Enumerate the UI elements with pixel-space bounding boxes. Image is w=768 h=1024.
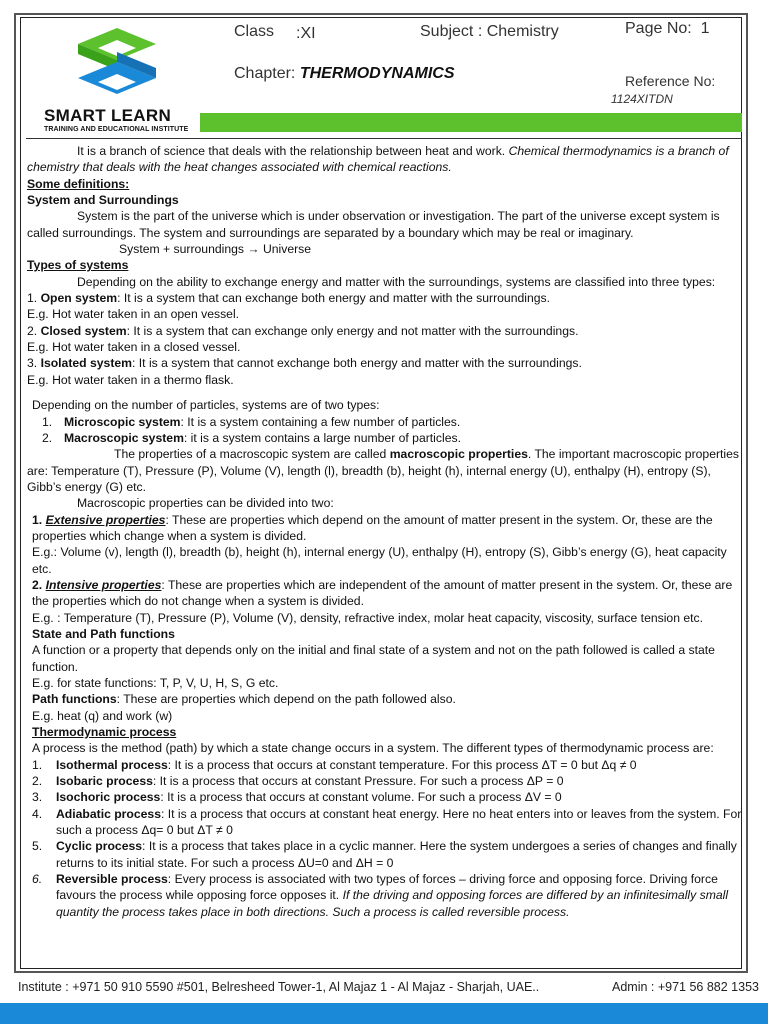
- process-term: Adiabatic process: [56, 806, 161, 821]
- process-number: 3.: [32, 790, 43, 805]
- system-equation: System + surroundings → Universe: [119, 242, 312, 257]
- class-label: Class: [234, 23, 275, 40]
- subject-field: [420, 23, 559, 41]
- extensive-item: 1. Extensive properties: These are properties which depend on the amount of matter present in the system. Or, these are the properties which change when a system is divided.: [32, 512, 713, 543]
- process-number: 4.: [32, 806, 43, 821]
- process-item: [32, 773, 743, 789]
- path-function-item: Path functions: These are properties which depend on the path followed also.: [32, 692, 456, 707]
- process-number: 1.: [32, 757, 43, 772]
- page-no-label: Page No:: [625, 20, 692, 37]
- chapter-value: THERMODYNAMICS: [299, 65, 455, 82]
- closed-system-item: 2. Closed system: It is a system that can exchange only energy and not matter with the surroundings.: [27, 323, 579, 338]
- micro-system-item: 1. Microscopic system: It is a system containing a few number of particles.: [42, 414, 461, 429]
- process-item: [32, 806, 743, 839]
- types-intro: Depending on the ability to exchange energy and matter with the surroundings, systems are classified into three types:: [77, 274, 716, 289]
- header-divider: [26, 138, 742, 139]
- system-paragraph: System is the part of the universe which is under observation or investigation. The part of the universe except system is called surroundings. The system and surroundings are separated by a boundary which may be real or imaginary.: [27, 209, 720, 240]
- brand-tagline: TRAINING AND EDUCATIONAL INSTITUTE: [44, 126, 189, 133]
- reference-label: Reference No:: [625, 73, 716, 89]
- isolated-system-item: 3. Isolated system: It is a system that cannot exchange both energy and matter with the surroundings.: [27, 356, 582, 371]
- footer: [0, 976, 768, 998]
- subject-value: Chemistry: [486, 23, 559, 40]
- system-heading: System and Surroundings: [27, 193, 179, 208]
- macro-props-paragraph: The properties of a macroscopic system are called macroscopic properties. The important macroscopic properties are: Temperature (T), Pressure (P), Volume (V), length (l), breadth (b), height (h), internal energy (U), enthalpy (H), entropy (S), Gibb’s energy (G) etc.: [27, 447, 740, 494]
- reference-value: 1124XITDN: [611, 92, 673, 106]
- thermo-process-heading: Thermodynamic process: [32, 725, 177, 740]
- process-text: : It is a process that occurs at constant heat energy. Here no heat enters into or leaves from the system. For such a process Δq= 0 but ΔT ≠ 0: [56, 806, 742, 838]
- intensive-example: E.g. : Temperature (T), Pressure (P), Volume (V), density, refractive index, molar heat capacity, viscosity, surface tension etc.: [32, 610, 704, 625]
- state-function-paragraph: A function or a property that depends only on the initial and final state of a system and not on the path followed is called a state function.: [32, 643, 715, 674]
- state-path-heading: State and Path functions: [32, 626, 175, 641]
- open-system-item: 1. Open system: It is a system that can exchange both energy and matter with the surroundings.: [27, 291, 551, 306]
- process-term: Isobaric process: [56, 774, 153, 789]
- process-extra: If the driving and opposing forces are differed by an infinitesimally small quantity the process takes place in both directions. Such a process is called reversible process.: [56, 888, 729, 919]
- document-body: [27, 143, 743, 920]
- process-term: Cyclic process: [56, 839, 143, 854]
- intensive-item: 2. Intensive properties: These are properties which are independent of the amount of matter present in the system. Or, these are the properties which do not change when a system is divided.: [32, 577, 733, 609]
- brand-name: SMART LEARN: [44, 106, 172, 125]
- class-value: :XI: [296, 25, 316, 42]
- isolated-system-example: E.g. Hot water taken in a thermo flask.: [27, 372, 234, 387]
- process-number: 6.: [32, 872, 43, 887]
- process-text: : It is a process that occurs at constant temperature. For this process ΔT = 0 but Δq ≠ 0: [167, 757, 637, 772]
- process-number: 5.: [32, 839, 43, 854]
- thermo-process-intro: A process is the method (path) by which a state change occurs in a system. The different types of thermodynamic process are:: [32, 741, 714, 756]
- process-term: Isochoric process: [56, 790, 161, 805]
- particles-intro: Depending on the number of particles, systems are of two types:: [32, 398, 380, 413]
- open-system-example: E.g. Hot water taken in an open vessel.: [27, 307, 240, 322]
- process-text: : It is a process that occurs at constant Pressure. For such a process ΔP = 0: [152, 774, 564, 789]
- process-text: : Every process is associated with two types of forces – driving force and opposing force. Driving force favours the process while opposing force opposes it.: [56, 872, 718, 903]
- extensive-example: E.g.: Volume (v), length (l), breadth (b), height (h), internal energy (U), enthalpy (H), entropy (S), Gibb’s energy (G), heat capacity etc.: [32, 545, 727, 576]
- subject-label: Subject :: [420, 23, 483, 40]
- smart-learn-logo-icon: [76, 26, 158, 96]
- some-definitions-heading: Some definitions:: [27, 176, 130, 191]
- types-heading: Types of systems: [27, 258, 129, 273]
- macro-system-item: 2. Macroscopic system: it is a system contains a large number of particles.: [42, 430, 461, 445]
- intro-paragraph: It is a branch of science that deals with the relationship between heat and work. Chemical thermodynamics is a branch of chemistry that deals with the heat changes associated with chemical reactions.: [27, 144, 729, 175]
- footer-institute: Institute : +971 50 910 5590 #501, Belresheed Tower-1, Al Majaz 1 - Al Majaz - Sharjah, UAE..: [18, 980, 540, 994]
- process-term: Reversible process: [56, 872, 168, 887]
- process-list: [27, 757, 743, 920]
- process-term: Isothermal process: [56, 757, 168, 772]
- footer-admin: Admin : +971 56 882 1353: [612, 980, 759, 994]
- footer-accent-bar: [0, 1003, 768, 1024]
- macro-divided: Macroscopic properties can be divided into two:: [77, 496, 334, 511]
- process-item: [32, 838, 743, 871]
- process-item: [32, 871, 743, 920]
- process-text: : It is a process that occurs at constant volume. For such a process ΔV = 0: [160, 790, 562, 805]
- page-no-field: [625, 20, 710, 38]
- chapter-label: Chapter:: [234, 65, 296, 82]
- state-function-example: E.g. for state functions: T, P, V, U, H, S, G etc.: [32, 676, 279, 690]
- chapter-field: [234, 65, 455, 83]
- process-text: : It is a process that takes place in a cyclic manner. Here the system undergoes a series of changes and finally returns to its initial state. For such a process ΔU=0 and ΔH = 0: [56, 839, 737, 870]
- process-item: [32, 757, 743, 773]
- header-accent-bar: [200, 113, 742, 132]
- closed-system-example: E.g. Hot water taken in a closed vessel.: [27, 340, 241, 355]
- process-number: 2.: [32, 774, 43, 789]
- process-item: [32, 789, 743, 805]
- path-function-example: E.g. heat (q) and work (w): [32, 708, 173, 723]
- page-no-value: 1: [700, 20, 710, 37]
